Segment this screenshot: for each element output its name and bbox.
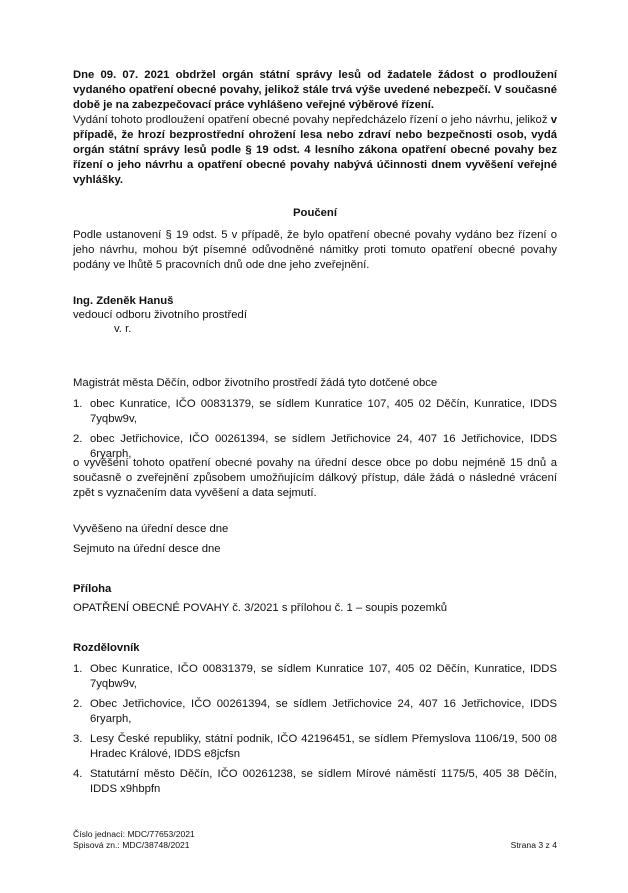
list-item: [73, 662, 557, 692]
list-item-number: 3.: [73, 733, 83, 745]
intro-paragraph-1: Dne 09. 07. 2021 obdržel orgán státní správy lesů od žadatele žádost o prodloužení vydaného opatření obecné povahy, jelikož stále trvá výše uvedené nebezpečí. V současné době je na zabezpečovací práce vyhlášeno veřejné výběrové řízení.: [73, 69, 557, 111]
list-item-text: obec Kunratice, IČO 00831379, se sídlem Kunratice 107, 405 02 Děčín, Kunratice, IDDS 7yqbw9v,: [90, 398, 557, 425]
signature-vr: v. r.: [114, 323, 132, 335]
intro-paragraph-2: [73, 113, 557, 188]
list-item-text: obec Jetřichovice, IČO 00261394, se sídlem Jetřichovice 24, 407 16 Jetřichovice, IDDS 6ryarph,: [90, 433, 557, 460]
intro-paragraph-2-normal: Vydání tohoto prodloužení opatření obecné povahy nepředcházelo řízení o jeho návrhu, jelikož: [73, 114, 551, 126]
priloha-heading: Příloha: [73, 583, 112, 595]
list-item-number: 2.: [73, 433, 83, 445]
list-item-number: 1.: [73, 663, 83, 675]
list-item-text: Statutární město Děčín, IČO 00261238, se sídlem Mírové náměstí 1175/5, 405 38 Děčín, IDDS x9hbpfn: [90, 768, 557, 795]
list-item-number: 4.: [73, 768, 83, 780]
page-footer: [73, 829, 557, 851]
posted-sejmuto: Sejmuto na úřední desce dne: [73, 543, 221, 555]
rozdelovnik-heading: Rozdělovník: [73, 642, 140, 654]
intro-paragraph-2-bold: v případě, že hrozí bezprostřední ohrožení lesa nebo zdraví nebo bezpečnosti osob, vydá orgán státní správy lesů podle § 19 odst. 4 lesního zákona opatření obecné povahy bez řízení o jeho návrhu a opatření obecné povahy nabývá účinnosti dnem vyvěšení veřejné vyhlášky.: [73, 114, 557, 186]
signature-name: Ing. Zdeněk Hanuš: [73, 295, 174, 307]
request-intro: Magistrát města Děčín, odbor životního prostředí žádá tyto dotčené obce: [73, 377, 438, 389]
priloha-text: OPATŘENÍ OBECNÉ POVAHY č. 3/2021 s přílohou č. 1 – soupis pozemků: [73, 602, 448, 614]
request-list: [73, 397, 557, 462]
list-item-text: Lesy České republiky, státní podnik, IČO 42196451, se sídlem Přemyslova 1106/19, 500 08 Hradec Králové, IDDS e8jcfsn: [90, 733, 557, 760]
list-item-text: Obec Kunratice, IČO 00831379, se sídlem Kunratice 107, 405 02 Děčín, Kunratice, IDDS 7yqbw9v,: [90, 663, 557, 690]
list-item: [73, 397, 557, 427]
list-item: [73, 697, 557, 727]
signature-role: vedoucí odboru životního prostředí: [73, 309, 247, 321]
list-item-number: 2.: [73, 698, 83, 710]
footer-cislo-jednaci: Číslo jednací: MDC/77653/2021: [73, 829, 195, 839]
rozdelovnik-list: [73, 662, 557, 797]
list-item-number: 1.: [73, 398, 83, 410]
footer-spisova-zn: Spisová zn.: MDC/38748/2021: [73, 840, 190, 850]
posted-vyveseno: Vyvěšeno na úřední desce dne: [73, 523, 229, 535]
pouceni-text: Podle ustanovení § 19 odst. 5 v případě, že bylo opatření obecné povahy vydáno bez řízení o jeho návrhu, mohou být písemné odůvodněné námitky proti tomuto opatření obecné povahy podány ve lhůtě 5 pracovních dnů ode dne jeho zveřejnění.: [73, 229, 557, 271]
request-outro: o vyvěšení tohoto opatření obecné povahy na úřední desce obce po dobu nejméně 15 dnů a současně o zveřejnění způsobem umožňujícím dálkový přístup, dále žádá o následné vrácení zpět s vyznačením data vyvěšení a data sejmutí.: [73, 457, 557, 499]
list-item: [73, 732, 557, 762]
list-item: [73, 767, 557, 797]
pouceni-heading: Poučení: [293, 207, 337, 219]
footer-page-number: Strana 3 z 4: [510, 840, 557, 850]
list-item-text: Obec Jetřichovice, IČO 00261394, se sídlem Jetřichovice 24, 407 16 Jetřichovice, IDDS 6ryarph,: [90, 698, 557, 725]
intro-block: [73, 68, 557, 188]
